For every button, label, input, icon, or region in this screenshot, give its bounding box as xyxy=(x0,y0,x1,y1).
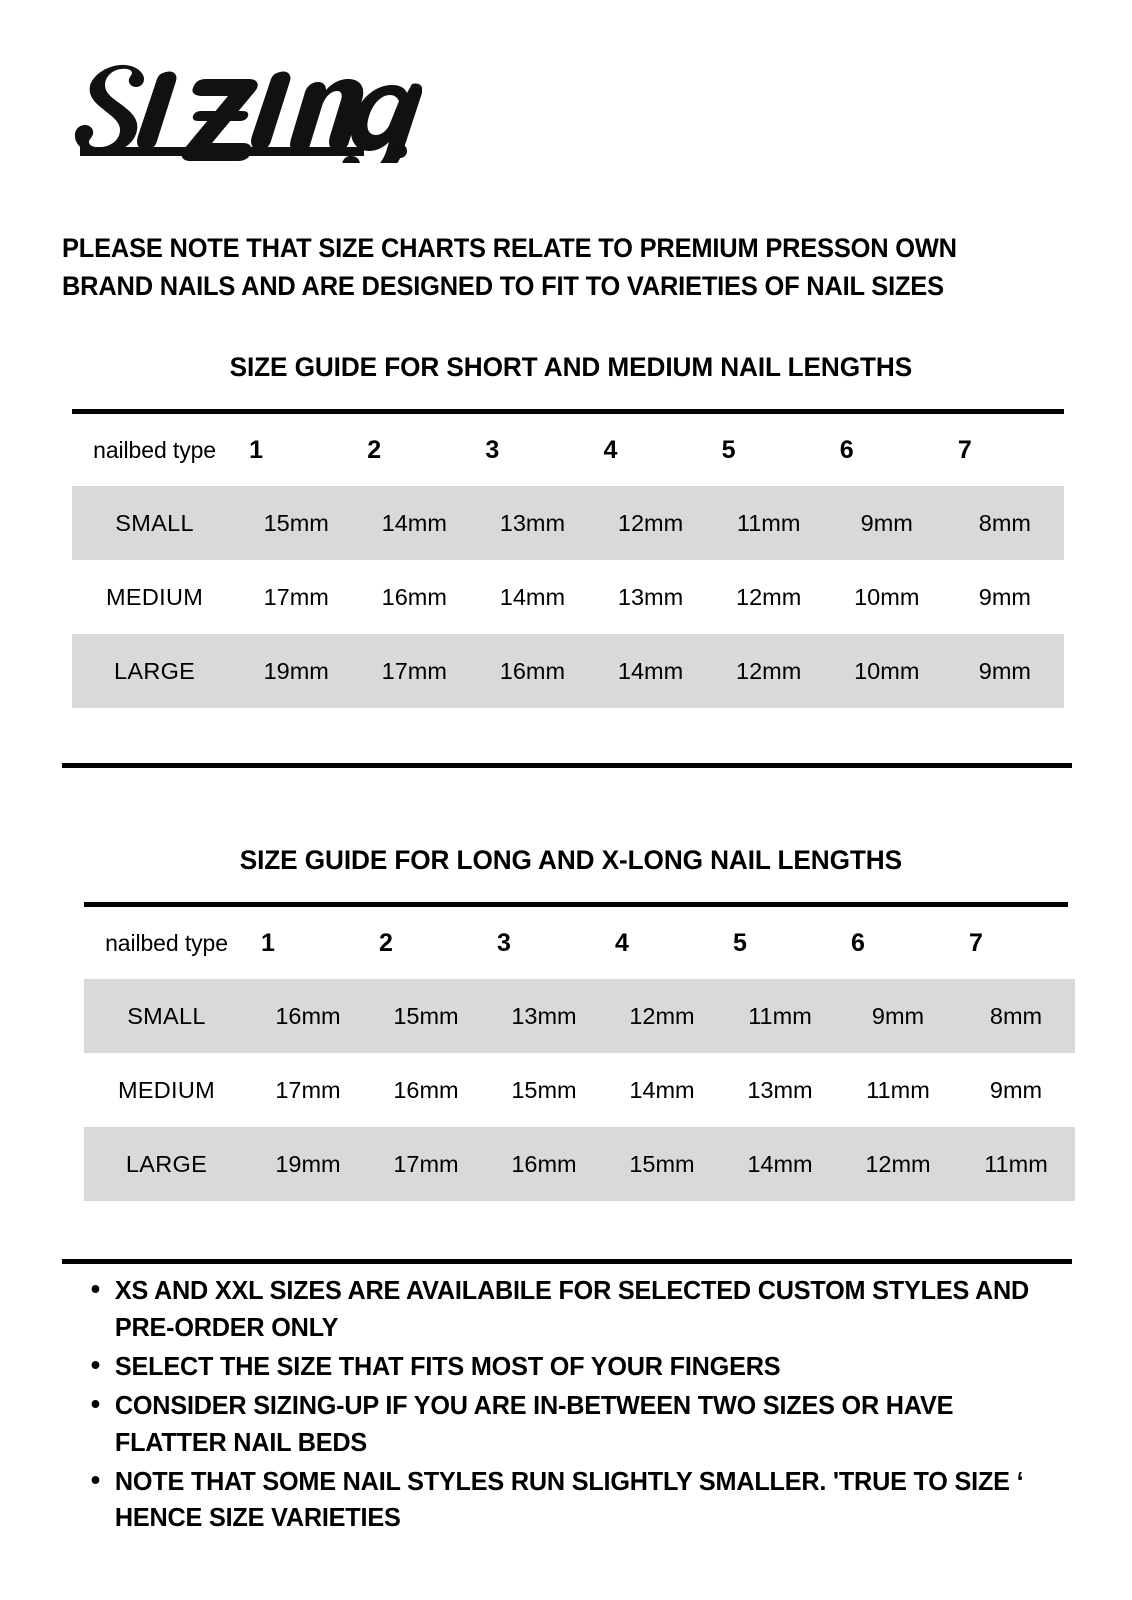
cell: 12mm xyxy=(710,634,828,708)
section-title-long-xlong: SIZE GUIDE FOR LONG AND X-LONG NAIL LENGTHS xyxy=(239,845,902,875)
cell: 15mm xyxy=(511,1076,577,1103)
cell: 19mm xyxy=(249,1127,367,1201)
cell: 17mm xyxy=(263,583,329,610)
bullet-dot-icon xyxy=(92,1476,100,1484)
header-col-6: 6 xyxy=(839,435,854,464)
cell: 16mm xyxy=(393,1076,459,1103)
cell: 17mm xyxy=(367,1127,485,1201)
cell: 16mm xyxy=(249,979,367,1053)
cell: 15mm xyxy=(603,1127,721,1201)
list-item-label: NOTE THAT SOME NAIL STYLES RUN SLIGHTLY SMALLER. 'TRUE TO SIZE ‘ HENCE SIZE VARIETIES xyxy=(114,1465,1024,1533)
table-row xyxy=(84,979,1075,1053)
list-item-label: CONSIDER SIZING-UP IF YOU ARE IN-BETWEEN TWO SIZES OR HAVE FLATTER NAIL BEDS xyxy=(114,1389,954,1457)
header-col-3: 3 xyxy=(497,928,511,957)
cell: 12mm xyxy=(603,979,721,1053)
section-title-short-medium: SIZE GUIDE FOR SHORT AND MEDIUM NAIL LENGTHS xyxy=(229,352,913,382)
notes-list xyxy=(78,1272,1078,1538)
cell: 14mm xyxy=(721,1127,839,1201)
notes-divider-rule xyxy=(62,1259,1072,1264)
row-label-medium: MEDIUM xyxy=(106,583,204,610)
cell: 12mm xyxy=(591,486,709,560)
row-label-large: LARGE xyxy=(72,634,237,708)
size-table-long-xlong xyxy=(84,907,1075,1201)
table-row xyxy=(72,486,1064,560)
header-col-5: 5 xyxy=(733,928,747,957)
list-item xyxy=(78,1272,1048,1346)
cell: 12mm xyxy=(839,1127,957,1201)
cell: 17mm xyxy=(355,634,473,708)
row-label-medium: MEDIUM xyxy=(117,1076,216,1103)
header-col-2: 2 xyxy=(379,928,393,957)
cell: 14mm xyxy=(499,583,566,610)
sizing-wordmark-icon xyxy=(62,48,422,163)
table-row xyxy=(84,1127,1075,1201)
table-row xyxy=(72,560,1064,634)
cell: 8mm xyxy=(957,979,1075,1053)
cell: 10mm xyxy=(854,583,920,610)
row-label-large: LARGE xyxy=(84,1127,249,1201)
row-label-small: SMALL xyxy=(84,979,249,1053)
header-col-3: 3 xyxy=(485,435,500,464)
cell: 16mm xyxy=(485,1127,603,1201)
header-col-4: 4 xyxy=(603,435,618,464)
table-header-row xyxy=(72,414,1064,486)
bullet-dot-icon xyxy=(92,1285,100,1293)
table-row xyxy=(72,634,1064,708)
bullet-dot-icon xyxy=(92,1400,100,1408)
section-short-medium xyxy=(0,352,1132,708)
header-col-4: 4 xyxy=(615,928,629,957)
header-col-5: 5 xyxy=(721,435,736,464)
cell: 16mm xyxy=(473,634,591,708)
cell: 9mm xyxy=(946,634,1064,708)
table-header-row xyxy=(84,907,1075,979)
cell: 13mm xyxy=(617,583,684,610)
bullet-dot-icon xyxy=(92,1361,100,1369)
cell: 19mm xyxy=(237,634,355,708)
section-divider-rule xyxy=(62,763,1072,768)
cell: 11mm xyxy=(957,1127,1075,1201)
list-item xyxy=(78,1348,1048,1385)
cell: 14mm xyxy=(629,1076,695,1103)
intro-note: PLEASE NOTE THAT SIZE CHARTS RELATE TO PREMIUM PRESSON OWN BRAND NAILS AND ARE DESIGNED TO FIT TO VARIETIES OF NAIL SIZES xyxy=(62,232,957,301)
table-row xyxy=(84,1053,1075,1127)
size-table-short-medium xyxy=(72,414,1064,708)
header-col-1: 1 xyxy=(249,435,264,464)
header-col-6: 6 xyxy=(851,928,865,957)
cell: 17mm xyxy=(275,1076,341,1103)
cell: 9mm xyxy=(978,583,1032,610)
cell: 13mm xyxy=(473,486,591,560)
cell: 14mm xyxy=(355,486,473,560)
cell: 13mm xyxy=(747,1076,813,1103)
cell: 11mm xyxy=(866,1076,930,1103)
cell: 8mm xyxy=(946,486,1064,560)
cell: 10mm xyxy=(828,634,946,708)
header-nailbed-type: nailbed type xyxy=(105,929,228,956)
header-col-2: 2 xyxy=(367,435,382,464)
cell: 14mm xyxy=(591,634,709,708)
list-item-label: XS AND XXL SIZES ARE AVAILABILE FOR SELECTED CUSTOM STYLES AND PRE-ORDER ONLY xyxy=(114,1275,1030,1342)
sizing-logo xyxy=(62,48,422,163)
header-col-7: 7 xyxy=(957,435,972,464)
cell: 9mm xyxy=(839,979,957,1053)
cell: 9mm xyxy=(989,1076,1043,1103)
list-item xyxy=(78,1463,1048,1537)
list-item xyxy=(78,1387,1048,1461)
cell: 15mm xyxy=(367,979,485,1053)
list-item-label: SELECT THE SIZE THAT FITS MOST OF YOUR FINGERS xyxy=(114,1350,781,1381)
cell: 15mm xyxy=(237,486,355,560)
cell: 16mm xyxy=(381,583,447,610)
cell: 11mm xyxy=(721,979,839,1053)
cell: 9mm xyxy=(828,486,946,560)
cell: 12mm xyxy=(736,583,802,610)
header-col-1: 1 xyxy=(261,928,275,957)
header-col-7: 7 xyxy=(969,928,983,957)
header-nailbed-type: nailbed type xyxy=(93,436,216,463)
row-label-small: SMALL xyxy=(72,486,237,560)
cell: 13mm xyxy=(485,979,603,1053)
section-long-xlong xyxy=(0,845,1132,1201)
cell: 11mm xyxy=(710,486,828,560)
